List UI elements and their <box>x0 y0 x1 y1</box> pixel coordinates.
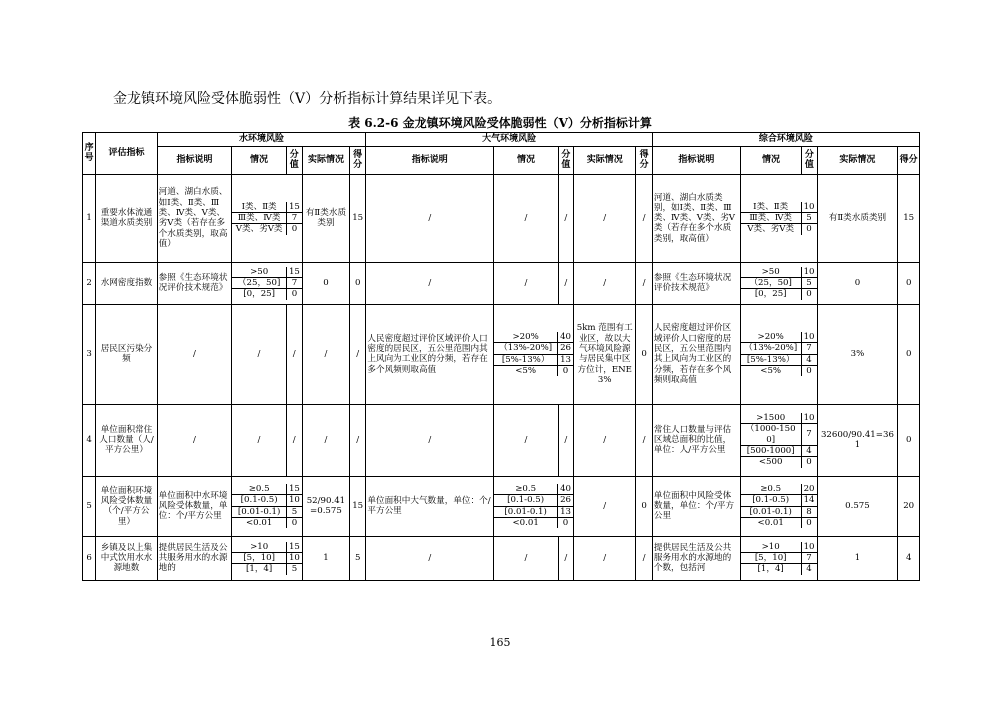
level-score: 5 <box>801 213 817 224</box>
level-condition: [1，4] <box>246 564 273 575</box>
water-got: / <box>349 304 365 404</box>
level-condition: [0.01-0.1) <box>232 506 286 517</box>
header-combined-actual: 实际情况 <box>817 146 898 174</box>
air-got: / <box>636 404 652 476</box>
level-score: 0 <box>558 518 574 529</box>
row-seq: 6 <box>83 536 96 580</box>
level-condition: [5%-13%） <box>494 354 557 365</box>
water-got: 15 <box>349 476 365 536</box>
level-condition: [0.01-0.1) <box>494 506 557 517</box>
header-combined-cond: 情况 <box>740 146 801 174</box>
combined-got: 20 <box>898 476 920 536</box>
level-score: 0 <box>801 224 817 235</box>
air-levels <box>494 304 574 404</box>
level-score: 0 <box>286 289 302 300</box>
level-condition: Ⅰ类、Ⅱ类 <box>232 202 286 213</box>
air-actual: / <box>574 262 636 304</box>
level-condition: >50 <box>741 267 801 278</box>
level-score: 5 <box>286 564 302 575</box>
level-condition: （25，50] <box>741 278 801 289</box>
level-score: 0 <box>558 366 574 377</box>
air-got: / <box>636 174 652 262</box>
water-levels <box>232 476 303 536</box>
level-condition: [0，25] <box>243 289 275 300</box>
water-levels <box>232 262 303 304</box>
header-water-risk: 水环境风险 <box>157 133 366 147</box>
combined-levels-table <box>741 332 817 376</box>
level-score: 20 <box>801 484 817 495</box>
water-levels <box>232 536 303 580</box>
row-seq: 4 <box>83 404 96 476</box>
water-got: 15 <box>349 174 365 262</box>
water-got: 0 <box>349 262 365 304</box>
air-score: / <box>558 174 573 262</box>
level-condition: [0.1-0.5) <box>494 495 557 506</box>
header-air-score: 分值 <box>558 146 573 174</box>
water-indicator-desc: 参照《生态环境状况评价技术规范》 <box>157 262 232 304</box>
level-condition: [0.1-0.5) <box>232 495 286 506</box>
level-condition: >10 <box>741 542 801 553</box>
level-score: 10 <box>801 542 817 553</box>
combined-indicator-desc: 常住人口数量与评估区域总面积的比值，单位：人/平方公里 <box>652 404 740 476</box>
level-condition: >20% <box>741 332 801 343</box>
table-row <box>83 476 920 536</box>
header-water-cond: 情况 <box>232 146 286 174</box>
level-score: 13 <box>558 354 574 365</box>
air-indicator-desc: 人民密度超过评价区域评价人口密度的居民区，五公里范围内其上风向为工业区的分频，若存在多个风频则取高值 <box>366 304 494 404</box>
header-water-actual: 实际情况 <box>302 146 349 174</box>
level-score: 0 <box>801 366 817 377</box>
air-score: / <box>558 262 573 304</box>
level-condition: [5，10] <box>741 553 801 564</box>
combined-got: 0 <box>898 262 920 304</box>
air-actual: / <box>574 476 636 536</box>
water-got: / <box>349 404 365 476</box>
level-condition: <0.01 <box>245 518 273 529</box>
header-air-desc: 指标说明 <box>366 146 494 174</box>
level-score: 40 <box>558 332 574 343</box>
level-score: 8 <box>801 506 817 517</box>
air-indicator-desc: / <box>366 262 494 304</box>
water-got: 5 <box>349 536 365 580</box>
combined-got: 4 <box>898 536 920 580</box>
combined-indicator-desc: 参照《生态环境状况评价技术规范》 <box>652 262 740 304</box>
combined-levels <box>740 404 817 476</box>
level-condition: （13%-20%] <box>741 343 801 354</box>
level-score: 0 <box>801 518 817 529</box>
level-score: 0 <box>801 457 817 468</box>
combined-levels-table <box>741 484 817 528</box>
row-seq: 1 <box>83 174 96 262</box>
combined-actual: 0 <box>817 262 898 304</box>
water-condition: / <box>232 304 286 404</box>
row-indicator-name: 单位面积环境风险受体数量（个/平方公里） <box>96 476 157 536</box>
air-condition: / <box>494 174 558 262</box>
level-condition: Ⅲ类、Ⅳ类 <box>741 213 801 224</box>
level-score: 0 <box>801 289 817 300</box>
level-condition: >20% <box>494 332 557 343</box>
level-score: 7 <box>801 553 817 564</box>
level-score: 0 <box>286 224 302 235</box>
combined-got: 0 <box>898 304 920 404</box>
water-actual: 52/90.41=0.575 <box>302 476 349 536</box>
combined-levels <box>740 174 817 262</box>
level-condition: Ⅴ类、劣Ⅴ类 <box>747 224 795 235</box>
header-air-risk: 大气环境风险 <box>366 133 652 147</box>
combined-actual: 3% <box>817 304 898 404</box>
level-condition: >1500 <box>741 413 801 424</box>
row-seq: 5 <box>83 476 96 536</box>
level-condition: Ⅰ类、Ⅱ类 <box>741 202 801 213</box>
level-score: 5 <box>801 278 817 289</box>
combined-levels-table <box>741 542 817 575</box>
table-row <box>83 536 920 580</box>
level-condition: [0.01-0.1) <box>741 506 801 517</box>
combined-actual: 有Ⅱ类水质类别 <box>817 174 898 262</box>
level-condition: <500 <box>758 457 783 468</box>
water-levels <box>232 174 303 262</box>
header-air-cond: 情况 <box>494 146 558 174</box>
combined-indicator-desc: 提供居民生活及公共服务用水的水源地的个数，包括河 <box>652 536 740 580</box>
header-water-score: 分值 <box>286 146 302 174</box>
air-score: / <box>558 404 573 476</box>
level-condition: [5，10] <box>232 553 286 564</box>
level-condition: （25，50] <box>232 278 286 289</box>
level-score: 10 <box>801 332 817 343</box>
table-row <box>83 262 920 304</box>
combined-indicator-desc: 单位面积中风险受体数量，单位：个/平方公里 <box>652 476 740 536</box>
water-levels-table <box>232 542 302 575</box>
header-combined-got: 得分 <box>898 146 920 174</box>
header-combined-desc: 指标说明 <box>652 146 740 174</box>
level-score: 15 <box>286 202 302 213</box>
air-actual: / <box>574 536 636 580</box>
water-indicator-desc: 单位面积中水环境风险受体数量，单位：个/平方公里 <box>157 476 232 536</box>
level-score: 10 <box>286 553 302 564</box>
table-row <box>83 404 920 476</box>
air-got: 0 <box>636 304 652 404</box>
air-actual: / <box>574 174 636 262</box>
level-score: 4 <box>801 445 817 456</box>
water-indicator-desc: 提供居民生活及公共服务用水的水源地的 <box>157 536 232 580</box>
header-seq: 序号 <box>83 133 96 175</box>
combined-levels <box>740 304 817 404</box>
combined-got: 0 <box>898 404 920 476</box>
level-condition: >50 <box>232 267 286 278</box>
combined-levels-table <box>741 202 817 235</box>
combined-indicator-desc: 人民密度超过评价区域评价人口密度的居民区，五公里范围内其上风向为工业区的分频，若存在多个风频则取高值 <box>652 304 740 404</box>
level-score: 4 <box>801 354 817 365</box>
level-condition: [0，25] <box>754 289 787 300</box>
level-score: 7 <box>286 278 302 289</box>
level-condition: ≥0.5 <box>494 484 557 495</box>
air-got: 0 <box>636 476 652 536</box>
level-score: 26 <box>558 495 574 506</box>
level-score: 15 <box>286 542 302 553</box>
air-indicator-desc: / <box>366 404 494 476</box>
combined-levels <box>740 476 817 536</box>
level-condition: [0.1-0.5) <box>741 495 801 506</box>
level-score: 13 <box>558 506 574 517</box>
level-condition: <5% <box>515 366 537 377</box>
water-actual: / <box>302 404 349 476</box>
level-condition: [1，4] <box>757 564 784 575</box>
table-caption: 表 6.2-6 金龙镇环境风险受体脆弱性（V）分析指标计算 <box>348 116 652 130</box>
air-actual: / <box>574 404 636 476</box>
air-score: / <box>558 536 573 580</box>
level-condition: <0.01 <box>512 518 539 529</box>
level-score: 15 <box>286 484 302 495</box>
air-condition: / <box>494 536 558 580</box>
air-condition: / <box>494 404 558 476</box>
level-score: 15 <box>286 267 302 278</box>
level-condition: ≥0.5 <box>232 484 286 495</box>
row-seq: 2 <box>83 262 96 304</box>
water-levels-table <box>232 267 302 300</box>
header-water-got: 得分 <box>349 146 365 174</box>
combined-actual: 0.575 <box>817 476 898 536</box>
combined-levels-table <box>741 413 817 468</box>
row-indicator-name: 乡镇及以上集中式饮用水水源地数 <box>96 536 157 580</box>
air-levels-table <box>494 332 573 376</box>
level-score: 10 <box>801 413 817 424</box>
intro-text: 金龙镇环境风险受体脆弱性（V）分析指标计算结果详见下表。 <box>113 91 502 107</box>
level-condition: Ⅲ类、Ⅳ类 <box>232 213 286 224</box>
level-score: 7 <box>801 343 817 354</box>
level-condition: Ⅴ类、劣Ⅴ类 <box>235 224 283 235</box>
level-score: 4 <box>801 564 817 575</box>
header-combined-score: 分值 <box>802 146 817 174</box>
level-score: 10 <box>286 495 302 506</box>
row-indicator-name: 重要水体流通渠道水质类别 <box>96 174 157 262</box>
level-condition: ≥0.5 <box>741 484 801 495</box>
combined-levels <box>740 536 817 580</box>
water-score: / <box>286 304 302 404</box>
water-actual: 有Ⅱ类水质类别 <box>302 174 349 262</box>
row-indicator-name: 居民区污染分频 <box>96 304 157 404</box>
combined-indicator-desc: 河道、湖白水质类别，如Ⅰ类、Ⅱ类、Ⅲ类、Ⅳ类、Ⅴ类、劣Ⅴ类（若存在多个水质类别，取高值） <box>652 174 740 262</box>
header-combined-risk: 综合环境风险 <box>652 133 919 147</box>
row-indicator-name: 水网密度指数 <box>96 262 157 304</box>
water-levels-table <box>232 202 302 235</box>
water-indicator-desc: / <box>157 304 232 404</box>
level-score: 14 <box>801 495 817 506</box>
header-indicator: 评估指标 <box>96 133 157 175</box>
level-condition: [500-1000] <box>741 445 801 456</box>
air-condition: / <box>494 262 558 304</box>
page-number: 165 <box>489 636 511 649</box>
table-row <box>83 174 920 262</box>
level-condition: （13%-20%] <box>494 343 557 354</box>
air-levels <box>494 476 574 536</box>
level-score: 26 <box>558 343 574 354</box>
air-indicator-desc: / <box>366 174 494 262</box>
water-indicator-desc: 河道、湖白水质、如Ⅰ类、Ⅱ类、Ⅲ类、Ⅳ类、Ⅴ类、劣Ⅴ类（若存在多个水质类别，取高值） <box>157 174 232 262</box>
water-actual: / <box>302 304 349 404</box>
vulnerability-table <box>82 132 920 581</box>
water-actual: 1 <box>302 536 349 580</box>
row-indicator-name: 单位面积常住人口数量（人/平方公里） <box>96 404 157 476</box>
header-water-desc: 指标说明 <box>157 146 232 174</box>
air-indicator-desc: / <box>366 536 494 580</box>
level-score: 0 <box>286 518 302 529</box>
water-indicator-desc: / <box>157 404 232 476</box>
water-actual: 0 <box>302 262 349 304</box>
level-score: 7 <box>801 424 817 446</box>
air-got: / <box>636 536 652 580</box>
combined-got: 15 <box>898 174 920 262</box>
air-levels-table <box>494 484 573 528</box>
level-condition: >10 <box>232 542 286 553</box>
table-row <box>83 304 920 404</box>
level-score: 40 <box>558 484 574 495</box>
level-condition: （1000-1500] <box>741 424 801 446</box>
water-condition: / <box>232 404 286 476</box>
level-score: 10 <box>801 267 817 278</box>
level-condition: [5%-13%） <box>741 354 801 365</box>
combined-actual: 1 <box>817 536 898 580</box>
combined-levels <box>740 262 817 304</box>
water-score: / <box>286 404 302 476</box>
level-score: 5 <box>286 506 302 517</box>
level-score: 7 <box>286 213 302 224</box>
level-condition: <0.01 <box>757 518 784 529</box>
air-actual: 5km 范围有工业区，故以大气环境风险源与居民集中区方位计，ENE3% <box>574 304 636 404</box>
combined-actual: 32600/90.41=361 <box>817 404 898 476</box>
combined-levels-table <box>741 267 817 300</box>
header-air-got: 得分 <box>636 146 652 174</box>
air-indicator-desc: 单位面积中大气数量，单位：个/平方公里 <box>366 476 494 536</box>
header-air-actual: 实际情况 <box>574 146 636 174</box>
water-levels-table <box>232 484 302 528</box>
level-score: 10 <box>801 202 817 213</box>
air-got: / <box>636 262 652 304</box>
row-seq: 3 <box>83 304 96 404</box>
level-condition: <5% <box>760 366 782 377</box>
